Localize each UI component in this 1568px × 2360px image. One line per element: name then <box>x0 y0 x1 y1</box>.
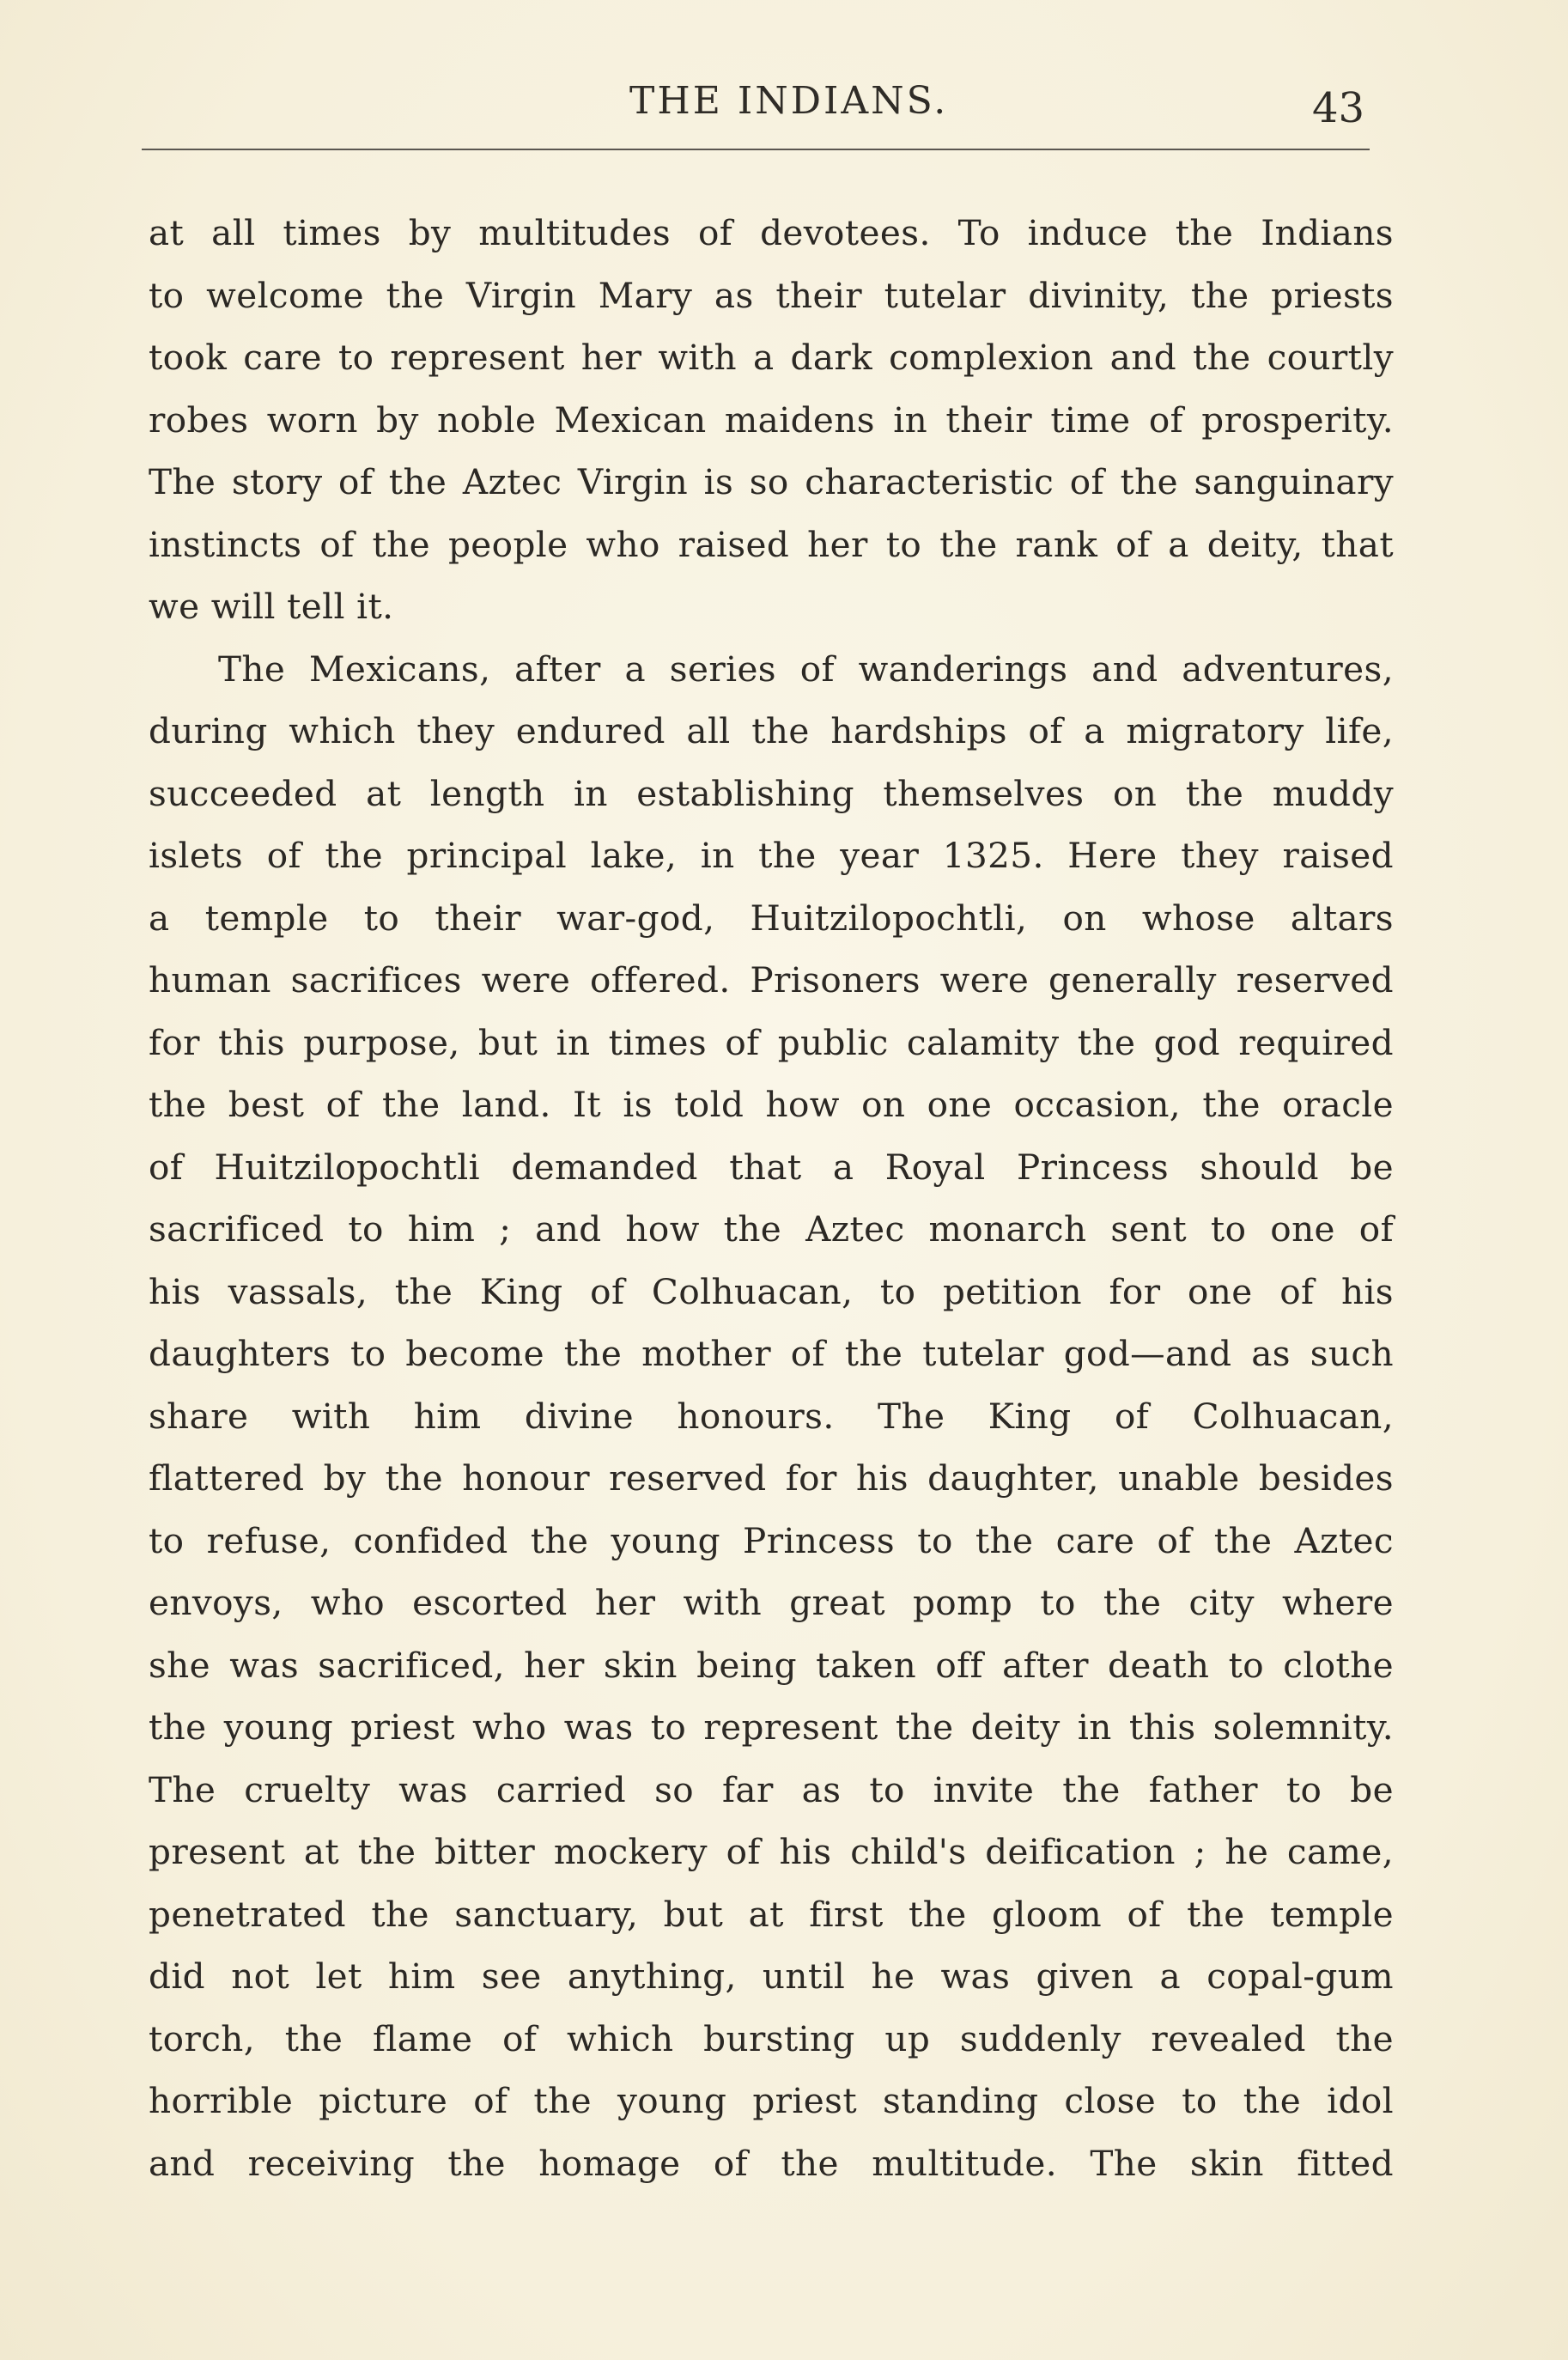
text-line: horrible picture of the young priest standing close to the idol <box>149 2080 1394 2121</box>
text-line: succeeded at length in establishing themselves on the muddy <box>149 772 1394 814</box>
text-line: his vassals, the King of Colhuacan, to petition for one of his <box>149 1270 1394 1312</box>
running-head <box>0 79 1568 131</box>
text-line: share with him divine honours. The King of Colhuacan, <box>149 1395 1394 1437</box>
running-head-title: THE INDIANS. <box>629 79 949 123</box>
text-line: took care to represent her with a dark complexion and the courtly <box>149 337 1394 378</box>
text-line: islets of the principal lake, in the year 1325. Here they raised <box>149 835 1394 876</box>
text-line: sacrificed to him ; and how the Aztec monarch sent to one of <box>149 1208 1394 1250</box>
header-rule <box>142 149 1370 150</box>
text-line: present at the bitter mockery of his child's deification ; he came, <box>149 1831 1394 1872</box>
body-text <box>149 202 1394 2194</box>
text-line: flattered by the honour reserved for his daughter, unable besides <box>149 1457 1394 1499</box>
text-line: she was sacrificed, her skin being taken off after death to clothe <box>149 1644 1394 1686</box>
page-number: 43 <box>1312 84 1365 132</box>
text-line: we will tell it. <box>149 586 394 627</box>
text-line: a temple to their war-god, Huitzilopochtli, on whose altars <box>149 897 1394 939</box>
paragraph-first-line: The Mexicans, after a series of wanderings and adventures, <box>218 648 1394 690</box>
text-line: of Huitzilopochtli demanded that a Royal Princess should be <box>149 1146 1394 1188</box>
text-line: did not let him see anything, until he was given a copal-gum <box>149 1956 1394 1997</box>
text-line: envoys, who escorted her with great pomp to the city where <box>149 1582 1394 1623</box>
text-line: instincts of the people who raised her to the rank of a deity, that <box>149 523 1394 565</box>
text-line: the best of the land. It is told how on one occasion, the oracle <box>149 1084 1394 1125</box>
text-line: penetrated the sanctuary, but at first the gloom of the temple <box>149 1893 1394 1935</box>
text-line: the young priest who was to represent the deity in this solemnity. <box>149 1706 1394 1748</box>
text-line: human sacrifices were offered. Prisoners were generally reserved <box>149 959 1394 1001</box>
text-line: robes worn by noble Mexican maidens in their time of prosperity. <box>149 398 1394 441</box>
text-line: and receiving the homage of the multitude. The skin fitted <box>149 2142 1394 2184</box>
text-line: to refuse, confided the young Princess to the care of the Aztec <box>149 1519 1394 1561</box>
text-line: during which they endured all the hardships of a migratory life, <box>149 710 1394 751</box>
text-line: for this purpose, but in times of public calamity the god required <box>149 1021 1394 1063</box>
text-line: The cruelty was carried so far as to invite the father to be <box>149 1768 1394 1810</box>
text-line: The story of the Aztec Virgin is so characteristic of the sanguinary <box>149 461 1394 502</box>
text-line: torch, the flame of which bursting up suddenly revealed the <box>149 2017 1394 2059</box>
text-line: at all times by multitudes of devotees. To induce the Indians <box>149 212 1394 253</box>
text-line: daughters to become the mother of the tutelar god—and as such <box>149 1333 1394 1374</box>
text-line: to welcome the Virgin Mary as their tutelar divinity, the priests <box>149 274 1394 316</box>
